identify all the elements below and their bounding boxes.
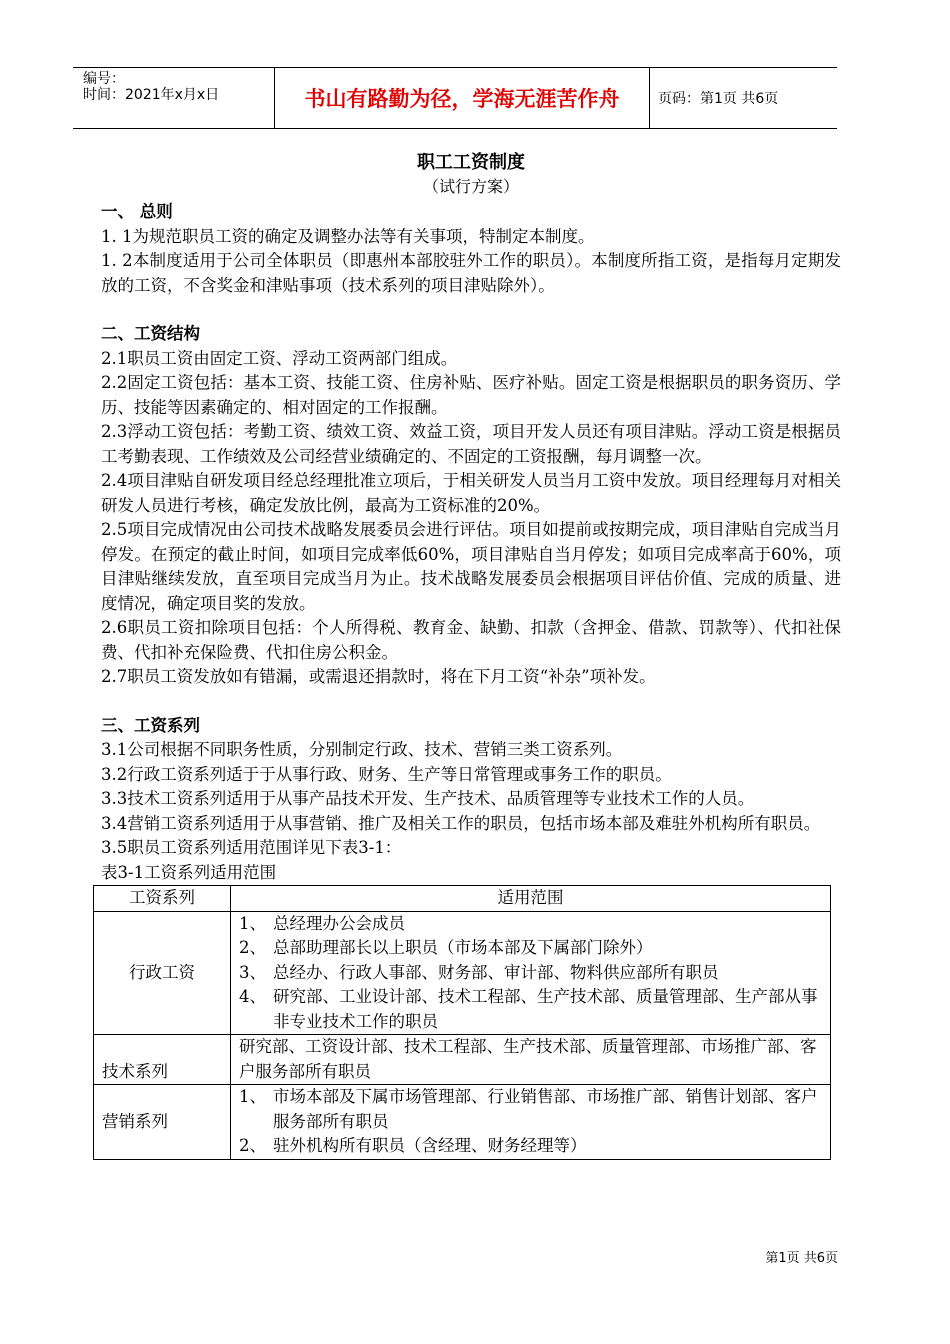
list-item: 1、 总经理办公会成员 bbox=[239, 913, 405, 933]
header-meta bbox=[73, 68, 275, 128]
paragraph-2-2: 2.2固定工资包括：基本工资、技能工资、住房补贴、医疗补贴。固定工资是根据职员的职务资历、学历、技能等因素确定的、相对固定的工作报酬。 bbox=[101, 373, 841, 417]
scope-admin bbox=[231, 911, 831, 1035]
paragraph-2-4: 2.4项目津贴自研发项目经总经理批准立项后，于相关研发人员当月工资中发放。项目经理每月对相关研发人员进行考核，确定发放比例，最高为工资标准的20%。 bbox=[101, 471, 841, 515]
table-header-row bbox=[94, 886, 831, 912]
paragraph-2-7: 2.7职员工资发放如有错漏，或需退还捐款时，将在下月工资“补杂”项补发。 bbox=[101, 667, 656, 686]
salary-series-table bbox=[93, 885, 831, 1160]
section-heading-general: 一、 总则 bbox=[101, 202, 173, 221]
scope-sales bbox=[231, 1085, 831, 1160]
series-name-sales: 营销系列 bbox=[94, 1085, 231, 1160]
section-heading-series: 三、工资系列 bbox=[101, 715, 200, 735]
list-item: 1、 市场本部及下属市场管理部、行业销售部、市场推广部、销售计划部、客户服务部所有职员 bbox=[239, 1087, 818, 1131]
paragraph-1-2: 1. 2本制度适用于公司全体职员（即惠州本部胶驻外工作的职员）。本制度所指工资，是指每月定期发放的工资，不含奖金和津贴事项（技术系列的项目津贴除外）。 bbox=[101, 251, 841, 295]
time-label: 时间：2021年x月x日 bbox=[83, 87, 220, 103]
series-name-tech: 技术系列 bbox=[94, 1035, 231, 1085]
scope-tech: 研究部、工资设计部、技术工程部、生产技术部、质量管理部、市场推广部、客户服务部所有职员 bbox=[231, 1035, 831, 1085]
paragraph-2-5: 2.5项目完成情况由公司技术战略发展委员会进行评估。项目如提前或按期完成，项目津贴自完成当月停发。在预定的截止时间，如项目完成率低60%，项目津贴自当月停发；如项目完成率高于60%，项目津贴继续发放，直至项目完成当月为止。技术战略发展委员会根据项目评估价值、完成的质量、进度情况，确定项目奖的发放。 bbox=[101, 520, 841, 613]
header-page-number: 页码：第1页 共6页 bbox=[658, 91, 779, 107]
paragraph-3-4: 3.4营销工资系列适用于从事营销、推广及相关工作的职员，包括市场本部及难驻外机构所有职员。 bbox=[101, 813, 821, 833]
page-header bbox=[73, 67, 837, 129]
document-body bbox=[101, 150, 841, 1160]
list-item: 4、 研究部、工业设计部、技术工程部、生产技术部、质量管理部、生产部从事非专业技术工作的职员 bbox=[239, 987, 818, 1031]
section-heading-structure: 二、工资结构 bbox=[101, 324, 200, 343]
series-name-admin: 行政工资 bbox=[94, 911, 231, 1035]
header-motto: 书山有路勤为径，学海无涯苦作舟 bbox=[275, 68, 650, 128]
table-row bbox=[94, 911, 831, 1035]
paragraph-3-5: 3.5职员工资系列适用范围详见下表3-1： bbox=[101, 838, 402, 857]
paragraph-1-1: 1. 1为规范职员工资的确定及调整办法等有关事项，特制定本制度。 bbox=[101, 226, 595, 246]
list-item: 3、 总经办、行政人事部、财务部、审计部、物料供应部所有职员 bbox=[239, 962, 719, 982]
number-label: 编号： bbox=[83, 71, 125, 87]
table-header-series: 工资系列 bbox=[94, 886, 231, 912]
list-item: 2、 驻外机构所有职员（含经理、财务经理等） bbox=[239, 1136, 587, 1155]
document-subtitle: （试行方案） bbox=[422, 177, 519, 196]
table-row bbox=[94, 1085, 831, 1160]
table-caption: 表3-1工资系列适用范围 bbox=[101, 862, 277, 882]
paragraph-2-6: 2.6职员工资扣除项目包括：个人所得税、教育金、缺勤、扣款（含押金、借款、罚款等）、代扣社保费、代扣补充保险费、代扣住房公积金。 bbox=[101, 618, 841, 662]
page-footer: 第1页 共6页 bbox=[765, 1251, 838, 1266]
paragraph-3-3: 3.3技术工资系列适用于从事产品技术开发、生产技术、品质管理等专业技术工作的人员。 bbox=[101, 789, 755, 808]
paragraph-2-1: 2.1职员工资由固定工资、浮动工资两部门组成。 bbox=[101, 348, 458, 368]
list-item: 2、 总部助理部长以上职员（市场本部及下属部门除外） bbox=[239, 938, 653, 957]
table-row bbox=[94, 1035, 831, 1085]
document-title: 职工工资制度 bbox=[417, 152, 525, 173]
table-header-scope: 适用范围 bbox=[231, 886, 831, 912]
paragraph-3-1: 3.1公司根据不同职务性质，分别制定行政、技术、营销三类工资系列。 bbox=[101, 740, 623, 759]
paragraph-3-2: 3.2行政工资系列适于于从事行政、财务、生产等日常管理或事务工作的职员。 bbox=[101, 764, 672, 784]
paragraph-2-3: 2.3浮动工资包括：考勤工资、绩效工资、效益工资，项目开发人员还有项目津贴。浮动工资是根据员工考勤表现、工作绩效及公司经营业绩确定的、不固定的工资报酬，每月调整一次。 bbox=[101, 422, 841, 466]
